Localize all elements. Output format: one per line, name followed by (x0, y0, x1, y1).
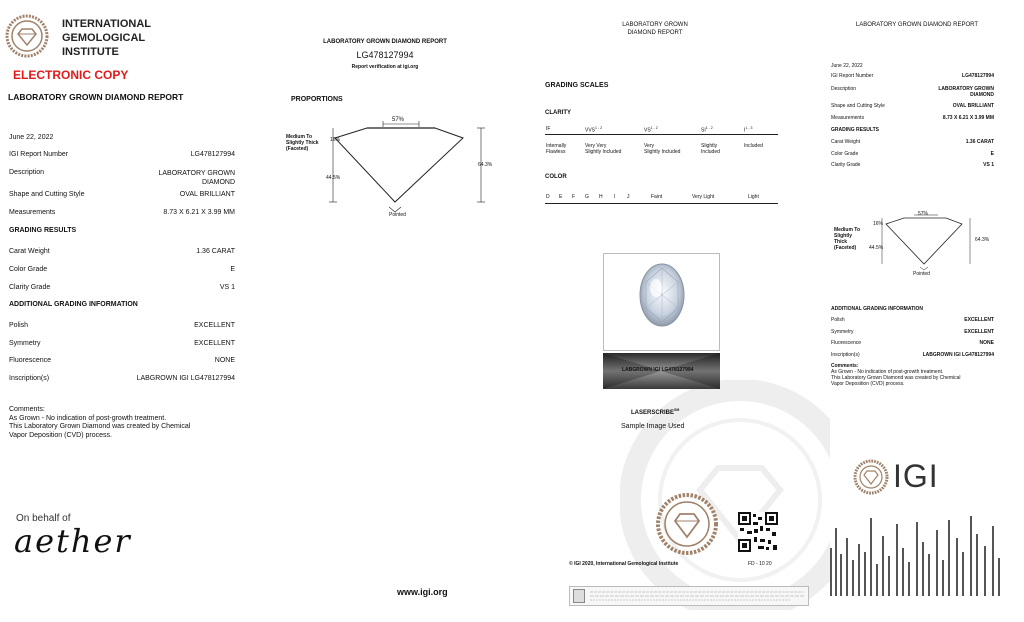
right-additional-row: Fluorescence NONE (831, 340, 994, 346)
right-additional-row: Inscription(s) LABGROWN IGI LG478127994 (831, 352, 994, 358)
right-additional-row: Symmetry EXCELLENT (831, 329, 994, 335)
grading-row: Carat Weight 1.36 CARAT (9, 248, 235, 255)
right-grading-title: GRADING RESULTS (831, 127, 879, 133)
right-field-row: IGI Report Number LG478127994 (831, 73, 994, 79)
pavilion-percentage: 44.5% (326, 175, 341, 181)
additional-row: Polish EXCELLENT (9, 322, 235, 329)
clarity-title: CLARITY (545, 110, 571, 116)
proportions-title: PROPORTIONS (291, 96, 343, 103)
on-behalf-label: On behalf of (16, 513, 71, 524)
color-letter: E (559, 194, 563, 200)
right-table-percentage: 57% (918, 211, 929, 217)
grading-results-title: GRADING RESULTS (9, 227, 77, 234)
right-girdle-label: Medium To Slightly Thick (Faceted) (834, 227, 861, 251)
color-letter: I (614, 194, 616, 200)
grading-scales-title: GRADING SCALES (545, 82, 609, 89)
field-row: Measurements 8.73 X 6.21 X 3.99 MM (9, 209, 235, 216)
right-comments: Comments: As Grown - No indication of post-growth treatment. This Laboratory Grown Diamond was created by Chemical Vapor Deposition (CVD) process. (831, 363, 961, 387)
middle-report-number: LG478127994 (356, 50, 414, 60)
clarity-desc: Included (744, 143, 763, 149)
additional-row: Inscription(s) LABGROWN IGI LG478127994 (9, 375, 235, 382)
color-letter: H (599, 194, 603, 200)
clarity-grade: VS$^{1 - 2}$ (644, 126, 658, 134)
clarity-grade: SI$^{1 - 2}$ (701, 126, 713, 134)
diamond-image (638, 262, 686, 328)
clarity-grade: $I^{1 - 3}$ (744, 126, 753, 134)
right-pavilion-percentage: 44.5% (869, 245, 884, 251)
right-report-type: LABORATORY GROWN DIAMOND REPORT (855, 22, 979, 28)
color-title: COLOR (545, 174, 567, 180)
clarity-grade: VVS$^{1 - 2}$ (585, 126, 603, 134)
color-letter: D (546, 194, 550, 200)
form-code: FD - 10 20 (748, 561, 772, 567)
color-word: Faint (651, 194, 663, 200)
depth-percentage: 64.3% (478, 162, 493, 168)
grading-row: Clarity Grade VS 1 (9, 284, 235, 291)
right-report-date: June 22, 2022 (831, 63, 863, 69)
clarity-desc: Very Very Slightly Included (585, 143, 622, 155)
table-percentage: 57% (392, 117, 405, 123)
additional-row: Fluorescence NONE (9, 357, 235, 364)
fine-print-lines (590, 590, 805, 604)
right-additional-row: Polish EXCELLENT (831, 317, 994, 323)
right-field-row: Description LABORATORY GROWN DIAMOND (831, 86, 994, 98)
color-divider (545, 203, 778, 204)
qr-code-icon (738, 512, 778, 552)
clarity-divider (545, 134, 778, 135)
right-grading-row: Carat Weight 1.36 CARAT (831, 139, 994, 145)
right-grading-row: Color Grade E (831, 151, 994, 157)
grading-row: Color Grade E (9, 266, 235, 273)
color-word: Light (748, 194, 759, 200)
right-culet-label: Pointed (913, 271, 930, 277)
color-letter: F (572, 194, 576, 200)
laser-inscription-text: LABGROWN IGI LG478127994 (622, 367, 694, 373)
clarity-desc: Internally Flawless (546, 143, 567, 155)
igi-seal-bottom-icon (656, 493, 718, 555)
report-date: June 22, 2022 (9, 134, 54, 141)
right-field-row: Shape and Cutting Style OVAL BRILLIANT (831, 103, 994, 109)
electronic-copy-label: ELECTRONIC COPY (13, 68, 129, 82)
right-crown-percentage: 16% (873, 221, 884, 227)
comments: Comments: As Grown - No indication of post-growth treatment. This Laboratory Grown Diamond was created by Chemical Vapor Deposition (CVD) process. (9, 406, 191, 439)
field-row: IGI Report Number LG478127994 (9, 151, 235, 158)
igi-logo-text: IGI (893, 458, 939, 494)
website-footer: www.igi.org (397, 587, 448, 597)
field-row: Shape and Cutting Style OVAL BRILLIANT (9, 191, 235, 198)
color-letter: G (585, 194, 589, 200)
additional-info-title: ADDITIONAL GRADING INFORMATION (9, 301, 138, 308)
copyright-note: © IGI 2020, International Gemological Institute (569, 561, 679, 567)
clarity-desc: Slightly Included (701, 143, 720, 155)
report-type-title: LABORATORY GROWN DIAMOND REPORT (8, 92, 184, 102)
middle-report-type: LABORATORY GROWN DIAMOND REPORT (323, 39, 447, 45)
rotated-fine-print (826, 508, 1006, 600)
sample-image-note: Sample Image Used (621, 423, 685, 430)
right-depth-percentage: 64.3% (975, 237, 990, 243)
verification-note: Report verification at igi.org (351, 64, 419, 70)
igi-seal-icon (5, 14, 49, 58)
culet-label: Pointed (389, 212, 406, 218)
laserscribe-label: LASERSCRIBE℠ (631, 408, 680, 416)
right-grading-row: Clarity Grade VS 1 (831, 162, 994, 168)
proportions-diagram (283, 112, 503, 224)
clarity-desc: Very Slightly Included (644, 143, 681, 155)
right-additional-title: ADDITIONAL GRADING INFORMATION (831, 306, 924, 312)
disclaimer-icon (573, 589, 585, 603)
signature: aether (14, 522, 132, 560)
color-word: Very Light (692, 194, 715, 200)
girdle-label: Medium To Slightly Thick (Faceted) (286, 134, 319, 152)
clarity-grade: IF (546, 126, 551, 132)
igi-logo-icon (853, 459, 889, 495)
field-row: Description LABORATORY GROWN DIAMOND (9, 169, 235, 186)
additional-row: Symmetry EXCELLENT (9, 340, 235, 347)
scales-header: LABORATORY GROWN DIAMOND REPORT (622, 22, 688, 36)
crown-percentage: 16% (330, 137, 341, 143)
right-field-row: Measurements 8.73 X 6.21 X 3.99 MM (831, 115, 994, 121)
color-letter: J (627, 194, 630, 200)
institute-name: INTERNATIONAL GEMOLOGICAL INSTITUTE (62, 18, 152, 58)
